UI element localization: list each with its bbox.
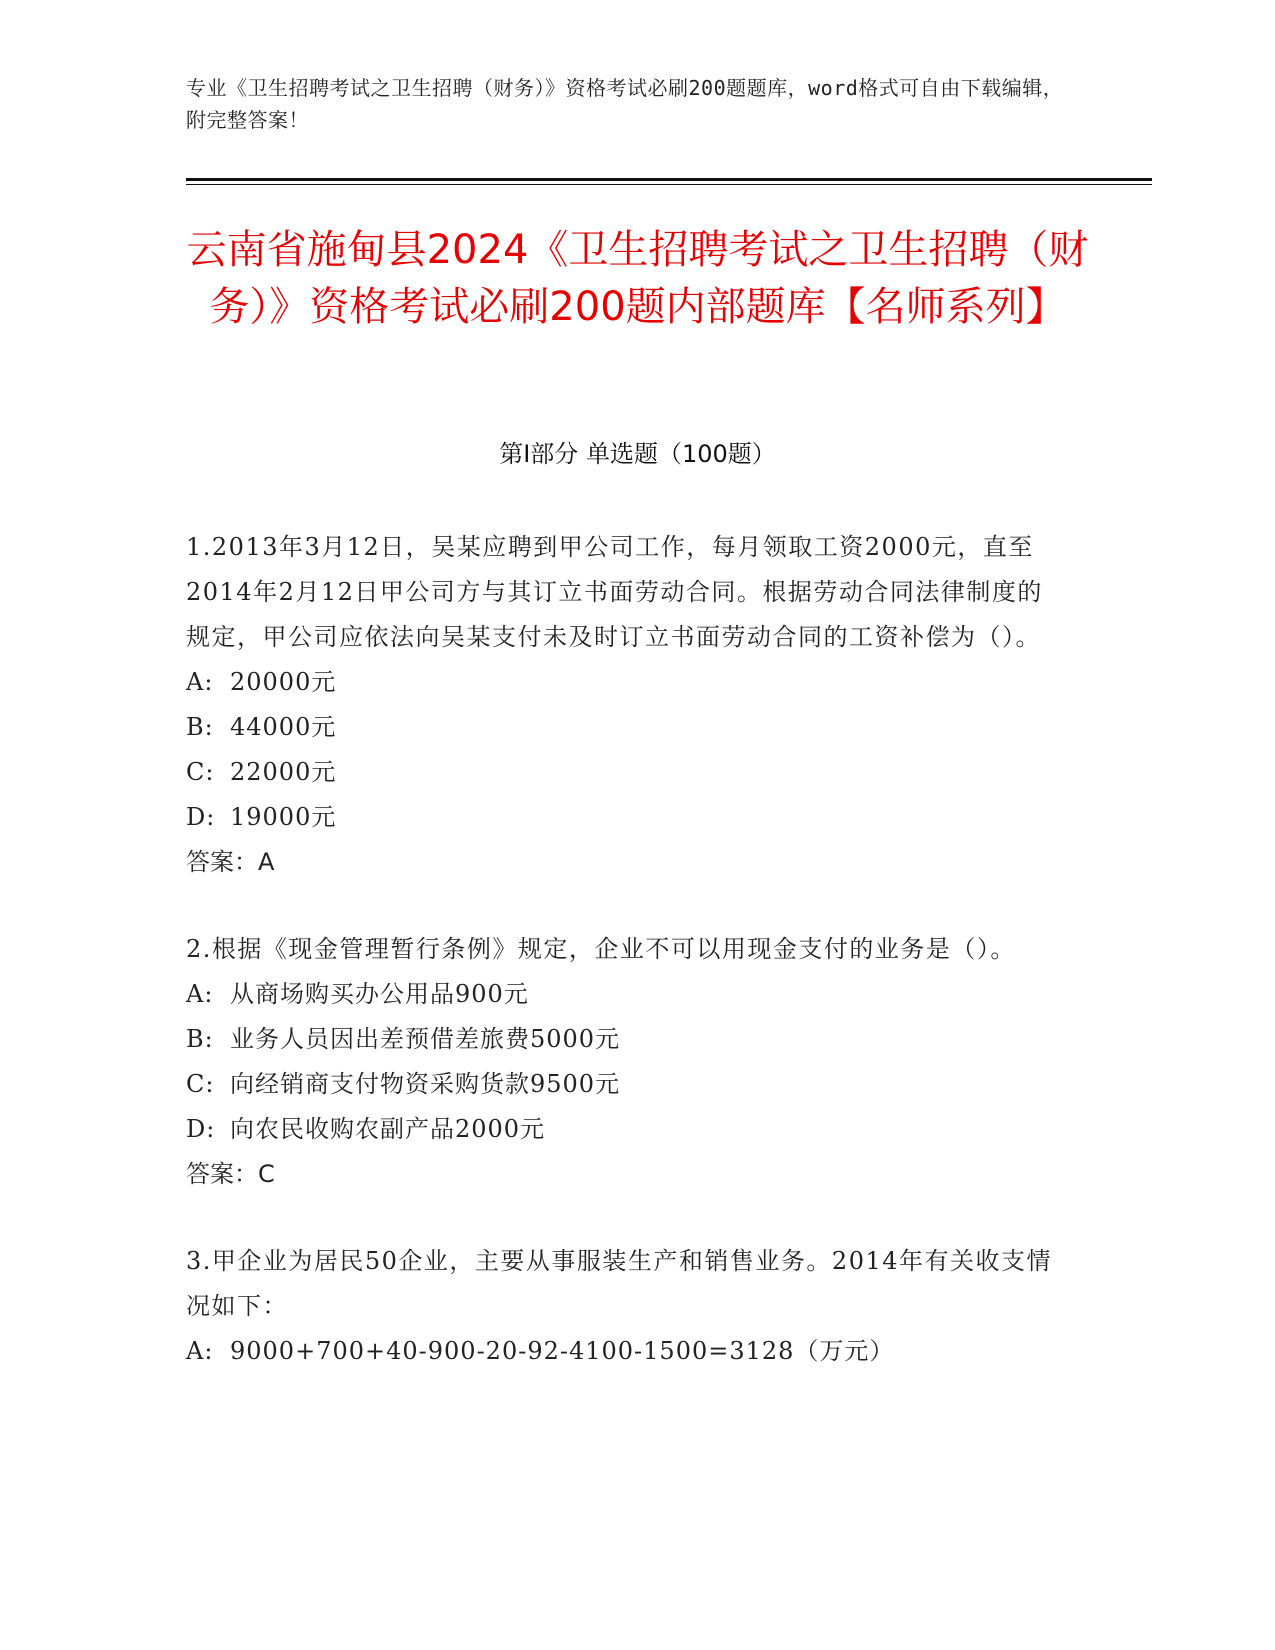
option-key: A: — [186, 668, 214, 696]
option-d — [186, 1107, 1066, 1152]
option-key: D: — [186, 1115, 216, 1143]
document-title: 云南省施甸县2024《卫生招聘考试之卫生招聘（财务）》资格考试必刷200题内部题库【名师系列】 — [186, 227, 1089, 330]
option-a — [186, 1329, 1066, 1374]
answer-line: 答案：C — [186, 1160, 275, 1188]
option-key: C: — [186, 758, 215, 786]
option-key: A: — [186, 1337, 214, 1365]
option-text: 业务人员因出差预借差旅费5000元 — [230, 1025, 621, 1053]
header-note: 专业《卫生招聘考试之卫生招聘（财务）》资格考试必刷200题题库，word格式可自由下载编辑，附完整答案！ — [186, 76, 1064, 132]
option-b — [186, 705, 1066, 750]
option-text: 22000元 — [230, 758, 337, 786]
option-key: D: — [186, 803, 216, 831]
option-text: 向经销商支付物资采购货款9500元 — [230, 1070, 621, 1098]
header-divider-thick — [186, 178, 1152, 181]
question-stem: 2.根据《现金管理暂行条例》规定，企业不可以用现金支付的业务是（）。 — [186, 935, 1016, 963]
option-key: C: — [186, 1070, 215, 1098]
option-key: B: — [186, 713, 214, 741]
question-stem: 3.甲企业为居民50企业，主要从事服装生产和销售业务。2014年有关收支情况如下： — [186, 1247, 1053, 1320]
option-b — [186, 1017, 1066, 1062]
option-text: 44000元 — [230, 713, 337, 741]
question-2 — [186, 927, 1066, 1197]
option-text: 19000元 — [230, 803, 337, 831]
option-c — [186, 1062, 1066, 1107]
option-text: 20000元 — [230, 668, 337, 696]
option-a — [186, 972, 1066, 1017]
option-c — [186, 750, 1066, 795]
option-key: B: — [186, 1025, 214, 1053]
section-title: 第Ⅰ部分 单选题（100题） — [499, 440, 776, 468]
question-3 — [186, 1239, 1066, 1374]
question-list — [186, 525, 1066, 1416]
option-key: A: — [186, 980, 214, 1008]
answer-line: 答案：A — [186, 848, 275, 876]
question-1 — [186, 525, 1066, 885]
question-stem: 1.2013年3月12日，吴某应聘到甲公司工作，每月领取工资2000元，直至2014年2月12日甲公司方与其订立书面劳动合同。根据劳动合同法律制度的规定，甲公司应依法向吴某支付未及时订立书面劳动合同的工资补偿为（）。 — [186, 533, 1043, 651]
option-d — [186, 795, 1066, 840]
option-a — [186, 660, 1066, 705]
option-text: 9000+700+40-900-20-92-4100-1500=3128（万元） — [230, 1337, 895, 1365]
option-text: 向农民收购农副产品2000元 — [230, 1115, 546, 1143]
option-text: 从商场购买办公用品900元 — [230, 980, 529, 1008]
header-divider-thin — [186, 184, 1152, 185]
